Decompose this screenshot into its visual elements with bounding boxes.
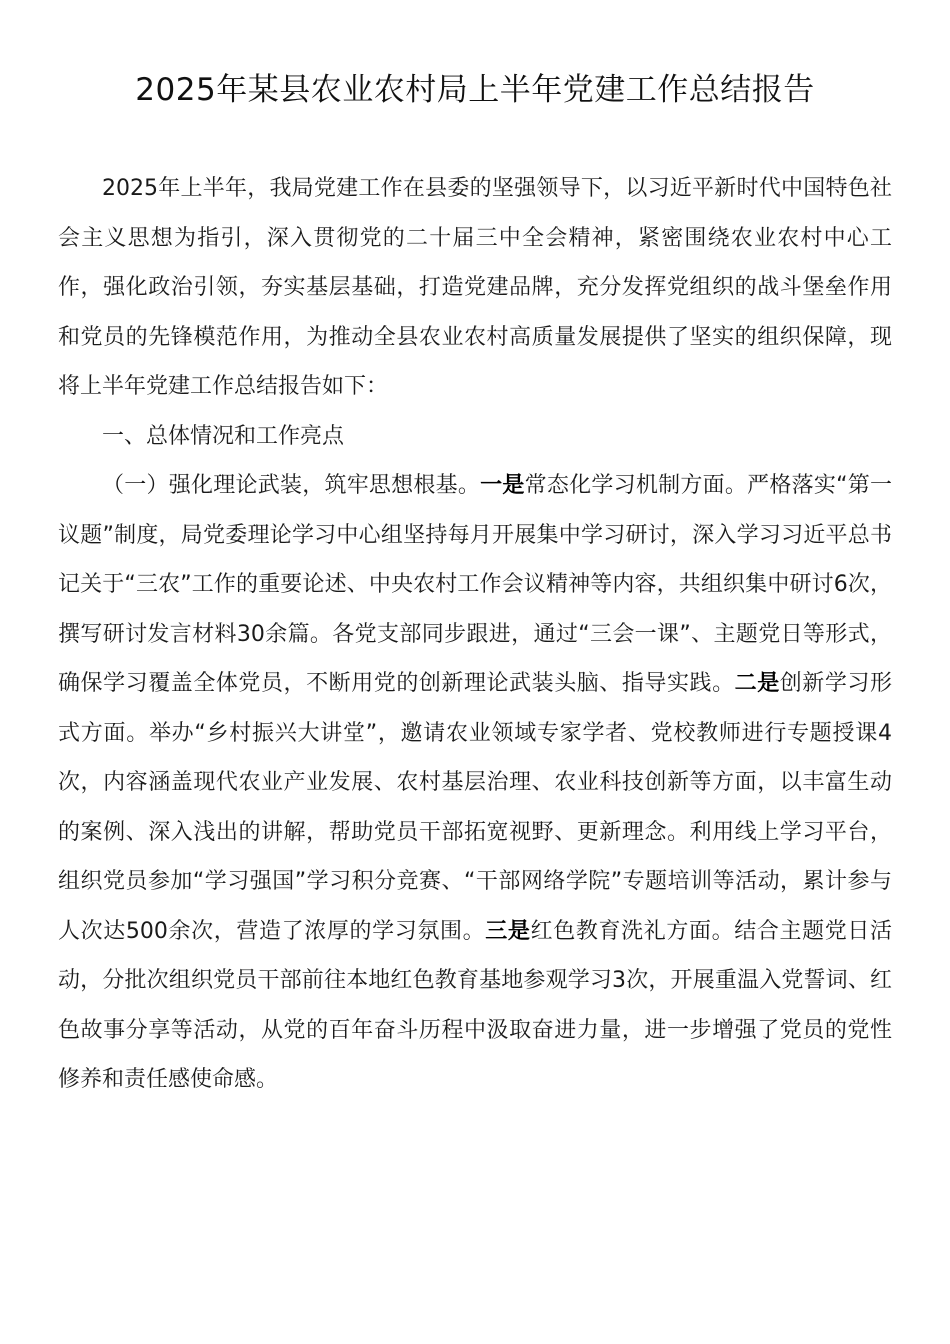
intro-paragraph: 2025年上半年，我局党建工作在县委的坚强领导下，以习近平新时代中国特色社会主义思想为指引，深入贯彻党的二十届三中全会精神，紧密围绕农业农村中心工作，强化政治引领，夯实基层基础，打造党建品牌，充分发挥党组织的战斗堡垒作用和党员的先锋模范作用，为推动全县农业农村高质量发展提供了坚实的组织保障，现将上半年党建工作总结报告如下： — [58, 176, 892, 399]
section-heading: 一、总体情况和工作亮点 — [102, 423, 345, 449]
document-body — [58, 164, 892, 1105]
point-1-text: 常态化学习机制方面。严格落实“第一议题”制度，局党委理论学习中心组坚持每月开展集中学习研讨，深入学习习近平总书记关于“三农”工作的重要论述、中央农村工作会议精神等内容，共组织集中研讨6次，撰写研讨发言材料30余篇。各党支部同步跟进，通过“三会一课”、主题党日等形式，确保学习覆盖全体党员，不断用党的创新理论武装头脑、指导实践。 — [58, 473, 892, 696]
document-title: 2025年某县农业农村局上半年党建工作总结报告 — [135, 72, 815, 108]
point-2-label: 二是 — [734, 671, 780, 696]
point-3-label: 三是 — [485, 918, 531, 944]
point-3-text: 红色教育洗礼方面。结合主题党日活动，分批次组织党员干部前往本地红色教育基地参观学习3次，开展重温入党誓词、红色故事分享等活动，从党的百年奋斗历程中汲取奋进力量，进一步增强了党员的党性修养和责任感使命感。 — [58, 918, 892, 1092]
point-1-label: 一是 — [480, 473, 525, 498]
point-2-text: 创新学习形式方面。举办“乡村振兴大讲堂”，邀请农业领域专家学者、党校教师进行专题授课4次，内容涵盖现代农业产业发展、农村基层治理、农业科技创新等方面，以丰富生动的案例、深入浅出的讲解，帮助党员干部拓宽视野、更新理念。利用线上学习平台，组织党员参加“学习强国”学习积分竞赛、“干部网络学院”专题培训等活动，累计参与人次达500余次，营造了浓厚的学习氛围。 — [58, 671, 892, 944]
subsection-lead: （一）强化理论武装，筑牢思想根基。 — [102, 473, 481, 498]
subsection-paragraph — [58, 461, 892, 1105]
